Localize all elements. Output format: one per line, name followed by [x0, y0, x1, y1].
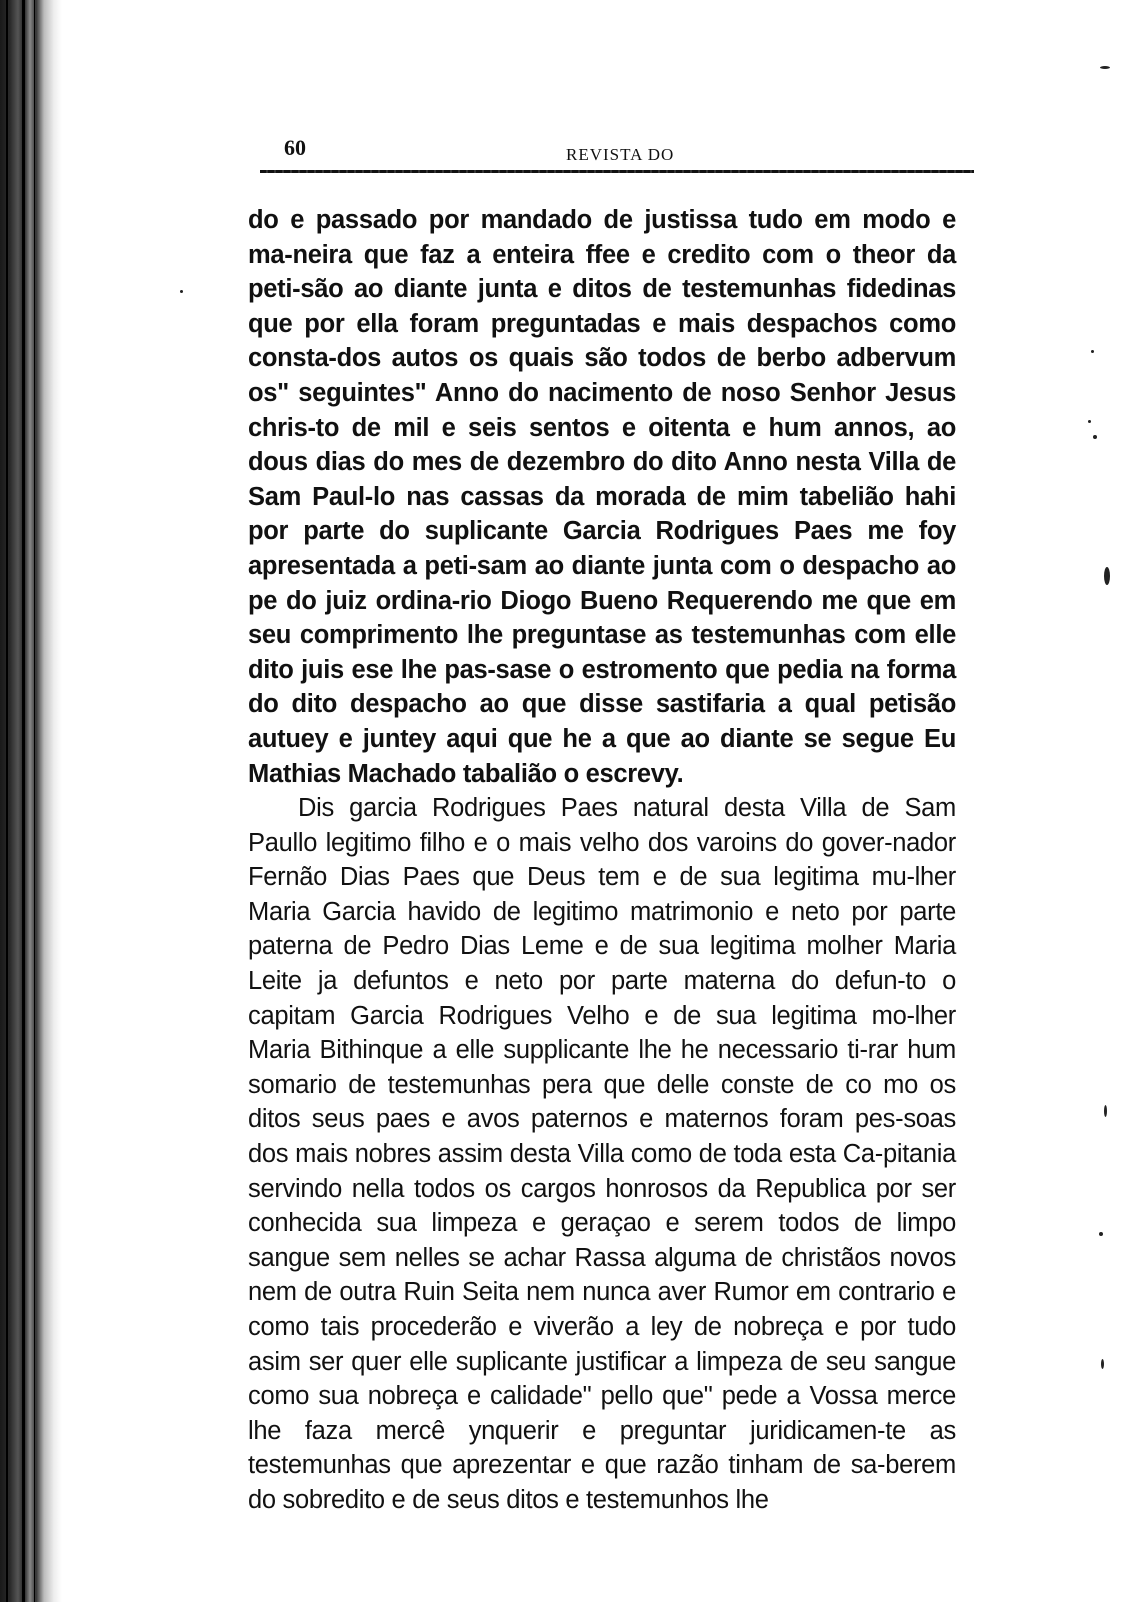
page-header	[248, 135, 968, 175]
page-number: 60	[284, 135, 306, 160]
book-binding-edge	[0, 0, 62, 1602]
paragraph-2: Dis garcia Rodrigues Paes natural desta Villa de Sam Paullo legitimo filho e o mais velho dos varoins do gover-nador Fernão Dias Paes que Deus tem e de sua legitima mu-lher Maria Garcia havido de legitimo matrimonio e neto por parte paterna de Pedro Dias Leme e de sua legitima molher Maria Leite ja defuntos e neto por parte materna do defun-to o capitam Garcia Rodrigues Velho e de sua legitima mo-lher Maria Bithinque a elle supplicante lhe he necessario ti-rar hum somario de testemunhas pera que delle conste de co mo os ditos seus paes e avos paternos e maternos foram pes-soas dos mais nobres assim desta Villa como de toda esta Ca-pitania servindo nella todos os cargos honrosos da Republica por ser conhecida sua limpeza e geraçao e serem todos de limpo sangue sem nelles se achar Rassa alguma de christãos novos nem de outra Ruin Seita nem nunca aver Rumor em contrario e como tais procederão e viverão a ley de nobreça e por tudo asim ser quer elle suplicante justificar a limpeza de seu sangue como sua nobreça e calidade" pello que" pede a Vossa merce lhe faza mercê ynquerir e preguntar juridicamen-te as testemunhas que aprezentar e que razão tinham de sa-berem do sobredito e de seus ditos e testemunhos lhe	[248, 794, 956, 1514]
binding-line	[22, 0, 25, 1602]
print-speck	[1093, 435, 1097, 439]
paragraph-1: do e passado por mandado de justissa tudo em modo e ma-neira que faz a enteira ffee e credito com o theor da peti-são ao diante junta e ditos de testemunhas fidedinas que por ella foram preguntadas e mais despachos como consta-dos autos os quais são todos de berbo adbervum os" seguintes" Anno do nacimento de noso Senhor Jesus chris-to de mil e seis sentos e oitenta e hum annos, ao dous dias do mes de dezembro do dito Anno nesta Villa de Sam Paul-lo nas cassas da morada de mim tabelião hahi por parte do suplicante Garcia Rodrigues Paes me foy apresentada a peti-sam ao diante junta com o despacho ao pe do juiz ordina-rio Diogo Bueno Requerendo me que em seu comprimento lhe preguntase as testemunhas com elle dito juis ese lhe pas-sase o estromento que pedia na forma do dito despacho ao que disse sastifaria a qual petisão autuey e juntey aqui que he a que ao diante se segue Eu Mathias Machado tabalião o escrevy.	[248, 206, 956, 788]
body-text	[248, 203, 956, 1518]
print-speck	[1088, 420, 1091, 423]
header-rule	[260, 170, 974, 173]
print-speck	[1100, 66, 1110, 69]
print-speck	[1104, 1105, 1107, 1117]
binding-line	[34, 0, 35, 1602]
running-head: REVISTA DO	[566, 145, 675, 164]
print-speck	[1091, 350, 1094, 353]
book-page	[248, 135, 968, 1514]
print-speck	[1099, 1232, 1103, 1236]
print-speck	[1104, 567, 1110, 585]
print-speck	[1101, 1359, 1104, 1369]
print-speck	[180, 290, 183, 293]
binding-line	[6, 0, 8, 1602]
